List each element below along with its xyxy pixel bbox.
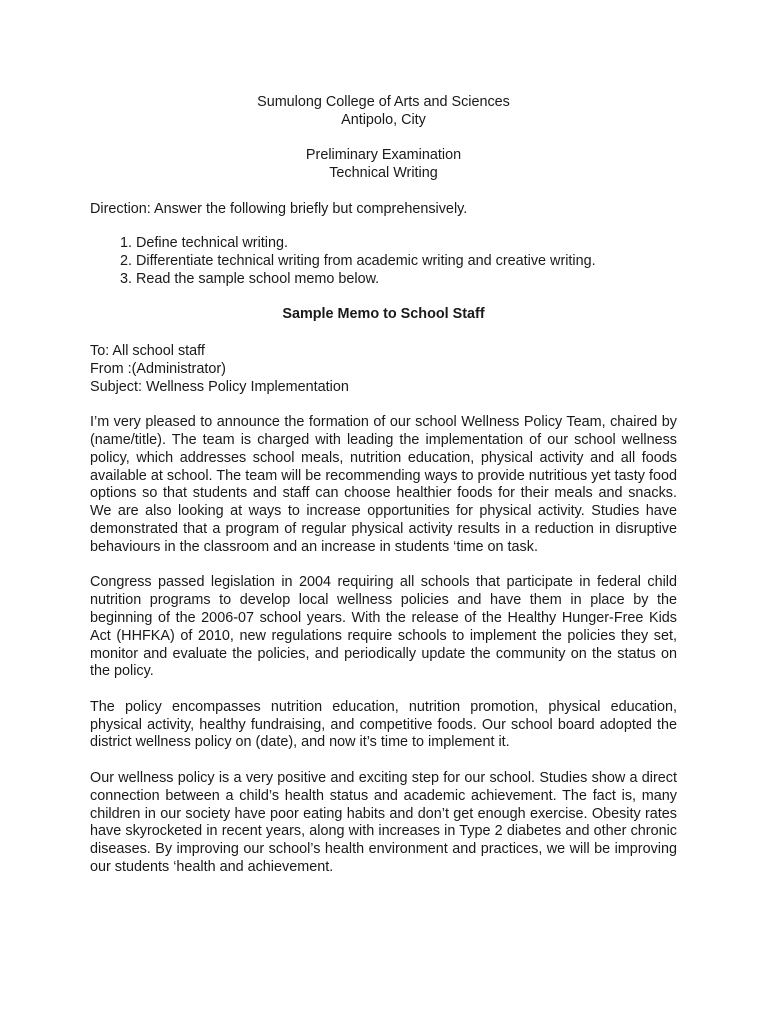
memo-paragraph: I’m very pleased to announce the formation of our school Wellness Policy Team, chaired by (name/title). The team is charged with leading the implementation of our school wellness policy, which addresses school meals, nutrition education, physical activity and all foods available at school. The team will be recommending ways to provide nutritious yet tasty food options so that students and staff can choose healthier foods for their meals and snacks. We are also looking at ways to increase opportunities for physical activity. Studies have demonstrated that a program of regular physical activity results in a reduction in disruptive behaviours in the classroom and an increase in students ‘time on task.	[90, 414, 677, 555]
memo-subject: Subject: Wellness Policy Implementation	[90, 378, 349, 395]
memo-from: From :(Administrator)	[90, 360, 226, 377]
memo-paragraph: Congress passed legislation in 2004 requiring all schools that participate in federal child nutrition programs to develop local wellness policies and have them in place by the beginning of the 2006-07 school years. With the release of the Healthy Hunger-Free Kids Act (HHFKA) of 2010, new regulations require schools to implement the policies they set, monitor and evaluate the policies, and periodically update the community on the status on the policy.	[90, 574, 677, 680]
memo-paragraph: The policy encompasses nutrition education, nutrition promotion, physical education, physical activity, healthy fundraising, and competitive foods. Our school board adopted the district wellness policy on (date), and now it’s time to implement it.	[90, 698, 677, 751]
exam-heading	[90, 147, 677, 183]
document-header	[90, 94, 677, 130]
question-item: 2. Differentiate technical writing from academic writing and creative writing.	[136, 253, 677, 271]
exam-title: Preliminary Examination	[305, 147, 462, 164]
institution-location: Antipolo, City	[341, 111, 426, 128]
document-page	[90, 94, 677, 895]
memo-header	[90, 343, 677, 396]
exam-subject: Technical Writing	[329, 165, 438, 182]
institution-name: Sumulong College of Arts and Sciences	[257, 94, 510, 110]
question-item: 3. Read the sample school memo below.	[136, 271, 677, 289]
question-list	[90, 235, 677, 288]
memo-paragraph: Our wellness policy is a very positive and exciting step for our school. Studies show a direct connection between a child’s health status and academic achievement. The fact is, many children in our society have poor eating habits and don’t get enough exercise. Obesity rates have skyrocketed in recent years, along with increases in Type 2 diabetes and other chronic diseases. By improving our school’s health environment and practices, we will be improving our students ‘health and achievement.	[90, 770, 677, 876]
question-item: 1. Define technical writing.	[136, 235, 677, 253]
memo-to: To: All school staff	[90, 342, 205, 359]
memo-title: Sample Memo to School Staff	[282, 306, 485, 323]
exam-direction: Direction: Answer the following briefly but comprehensively.	[90, 201, 468, 218]
